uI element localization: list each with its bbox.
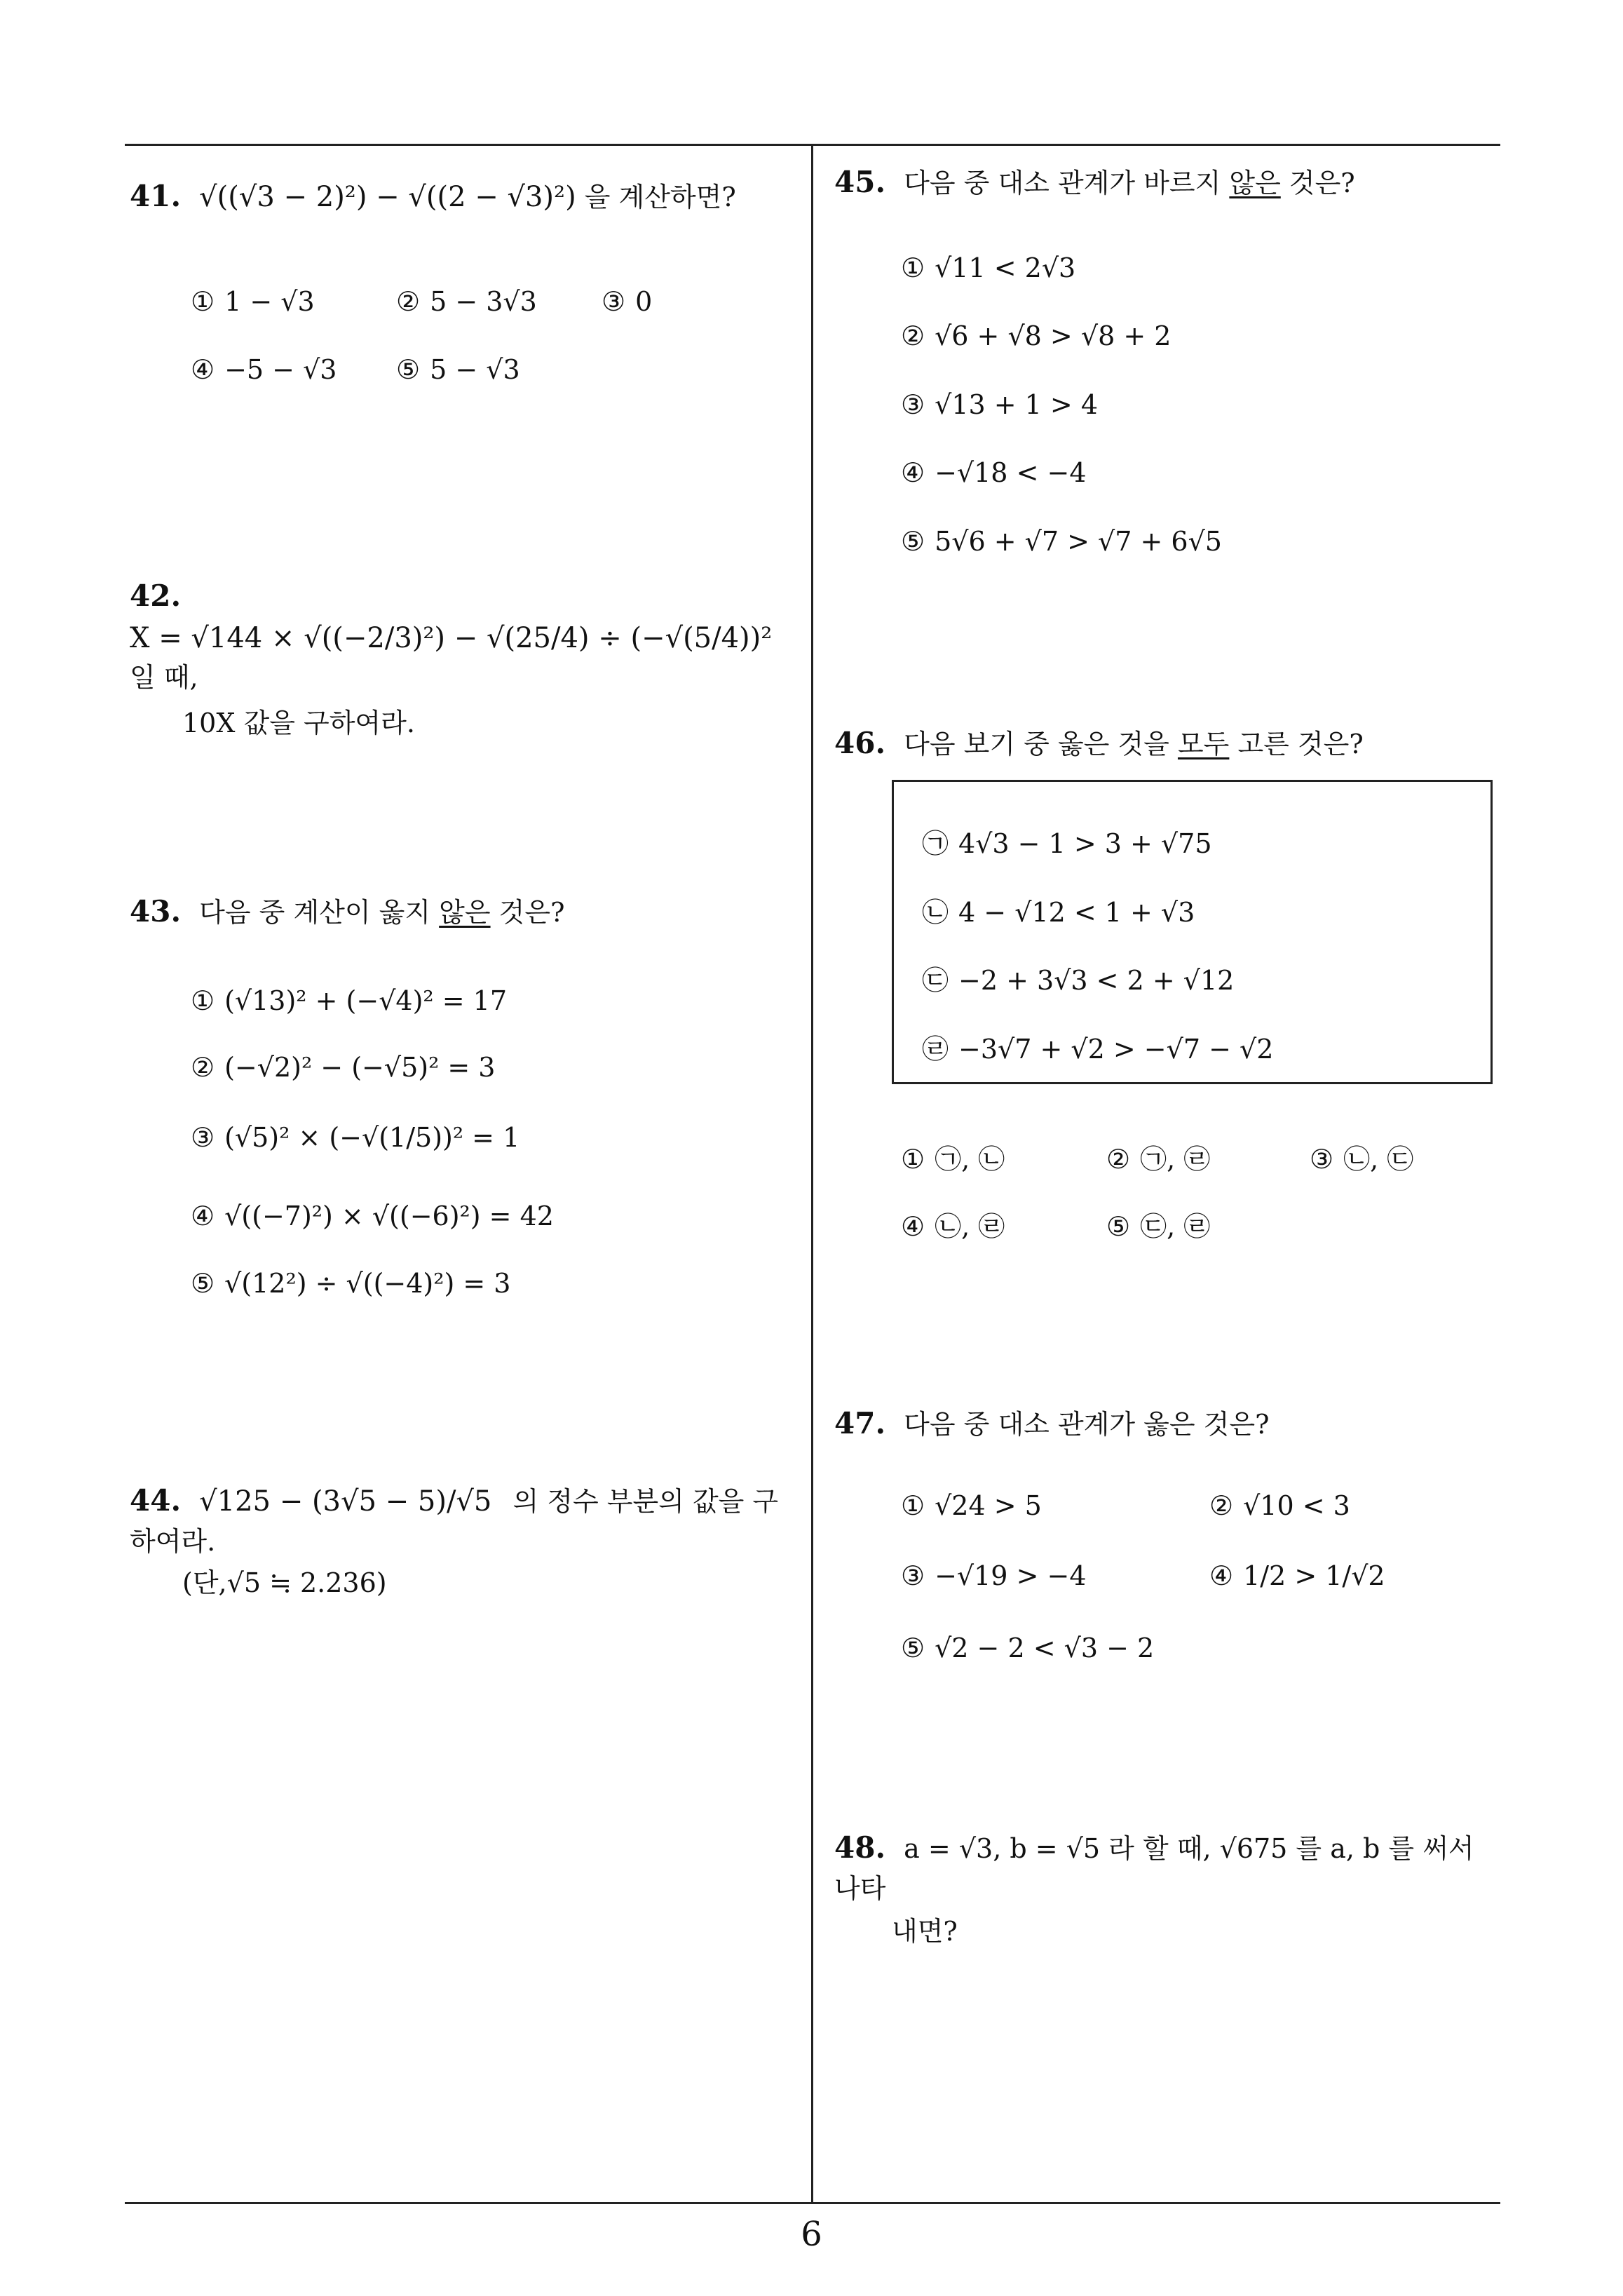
question-46 xyxy=(834,722,1364,765)
question-text: 을 계산하면? xyxy=(584,182,736,212)
question-43 xyxy=(130,891,564,933)
choice-5[interactable]: ⑤ 5√6 + √7 > √7 + 6√5 xyxy=(901,526,1222,557)
question-text: 일 때, xyxy=(130,661,198,693)
bogi-item-4: ㉣ −3√7 + √2 > −√7 − √2 xyxy=(922,1034,1274,1065)
question-number: 42. xyxy=(130,579,182,613)
question-number: 48. xyxy=(834,1830,886,1865)
column-divider xyxy=(811,145,813,2203)
bogi-item-2: ㉡ 4 − √12 < 1 + √3 xyxy=(922,897,1195,928)
question-text-end: 것은? xyxy=(1280,168,1355,198)
bogi-item-3: ㉢ −2 + 3√3 < 2 + √12 xyxy=(922,965,1235,996)
choice-1[interactable]: ① √24 > 5 xyxy=(901,1490,1042,1521)
choice-5[interactable]: ⑤ √2 − 2 < √3 − 2 xyxy=(901,1633,1155,1663)
question-48 xyxy=(834,1827,1493,1951)
choice-1[interactable]: ① √11 < 2√3 xyxy=(901,252,1076,283)
choice-1[interactable]: ① ㉠, ㉡ xyxy=(901,1144,1005,1175)
question-text-line2: 내면? xyxy=(892,1915,958,1947)
choice-1[interactable]: ① 1 − √3 xyxy=(191,286,315,317)
question-text: 다음 보기 중 옳은 것을 xyxy=(904,729,1178,759)
question-text-line2: 10X 값을 구하여라. xyxy=(182,707,415,738)
question-number: 41. xyxy=(130,179,182,213)
question-41 xyxy=(130,175,736,218)
question-text: a = √3, b = √5 라 할 때, √675 를 a, b 를 써서 나타 xyxy=(834,1833,1474,1904)
choice-4[interactable]: ④ −√18 < −4 xyxy=(901,457,1087,488)
choice-5[interactable]: ⑤ 5 − √3 xyxy=(396,354,520,385)
choice-3[interactable]: ③ √13 + 1 > 4 xyxy=(901,389,1098,420)
question-text: 다음 중 대소 관계가 옳은 것은? xyxy=(904,1409,1270,1440)
choice-4[interactable]: ④ √((−7)²) × √((−6)²) = 42 xyxy=(191,1201,554,1231)
page-number: 6 xyxy=(801,2215,822,2254)
choice-3[interactable]: ③ ㉡, ㉢ xyxy=(1310,1144,1414,1175)
question-47 xyxy=(834,1403,1269,1445)
question-number: 44. xyxy=(130,1483,182,1518)
choice-3[interactable]: ③ −√19 > −4 xyxy=(901,1560,1087,1591)
question-text: 다음 중 대소 관계가 바르지 xyxy=(904,168,1230,198)
emphasis-underline: 않은 xyxy=(1229,168,1281,198)
choice-2[interactable]: ② (−√2)² − (−√5)² = 3 xyxy=(191,1052,496,1083)
emphasis-underline: 않은 xyxy=(439,897,491,928)
question-text: 의 정수 부분의 값을 구하여라. xyxy=(130,1486,779,1557)
question-text-end: 것은? xyxy=(490,897,565,928)
choice-3[interactable]: ③ 0 xyxy=(602,286,653,317)
choice-5[interactable]: ⑤ ㉢, ㉣ xyxy=(1106,1211,1211,1242)
question-number: 43. xyxy=(130,894,182,928)
emphasis-underline: 모두 xyxy=(1177,729,1230,759)
choice-2[interactable]: ② ㉠, ㉣ xyxy=(1106,1144,1211,1175)
question-expression: √125 − (3√5 − 5)/√5 xyxy=(199,1485,492,1518)
question-number: 45. xyxy=(834,165,886,199)
question-note: (단,√5 ≒ 2.236) xyxy=(182,1567,387,1598)
question-number: 47. xyxy=(834,1406,886,1440)
choice-2[interactable]: ② √10 < 3 xyxy=(1209,1490,1350,1521)
question-expression: √((√3 − 2)²) − √((2 − √3)²) xyxy=(199,181,576,213)
choice-4[interactable]: ④ 1/2 > 1/√2 xyxy=(1209,1560,1385,1591)
choice-5[interactable]: ⑤ √(12²) ÷ √((−4)²) = 3 xyxy=(191,1268,511,1299)
choice-1[interactable]: ① (√13)² + (−√4)² = 17 xyxy=(191,985,507,1016)
choice-4[interactable]: ④ ㉡, ㉣ xyxy=(901,1211,1005,1242)
choice-3[interactable]: ③ (√5)² × (−√(1/5))² = 1 xyxy=(191,1122,520,1153)
choice-2[interactable]: ② 5 − 3√3 xyxy=(396,286,537,317)
bottom-rule xyxy=(125,2202,1500,2204)
question-text: 다음 중 계산이 옳지 xyxy=(199,897,440,928)
question-text-end: 고른 것은? xyxy=(1229,729,1364,759)
bogi-item-1: ㉠ 4√3 − 1 > 3 + √75 xyxy=(922,828,1212,859)
choice-2[interactable]: ② √6 + √8 > √8 + 2 xyxy=(901,320,1172,351)
question-42 xyxy=(130,575,803,743)
question-44 xyxy=(130,1480,803,1602)
question-45 xyxy=(834,161,1355,204)
question-expression: X = √144 × √((−2/3)²) − √(25/4) ÷ (−√(5/4))² xyxy=(130,621,773,654)
choice-4[interactable]: ④ −5 − √3 xyxy=(191,354,337,385)
question-number: 46. xyxy=(834,726,886,760)
